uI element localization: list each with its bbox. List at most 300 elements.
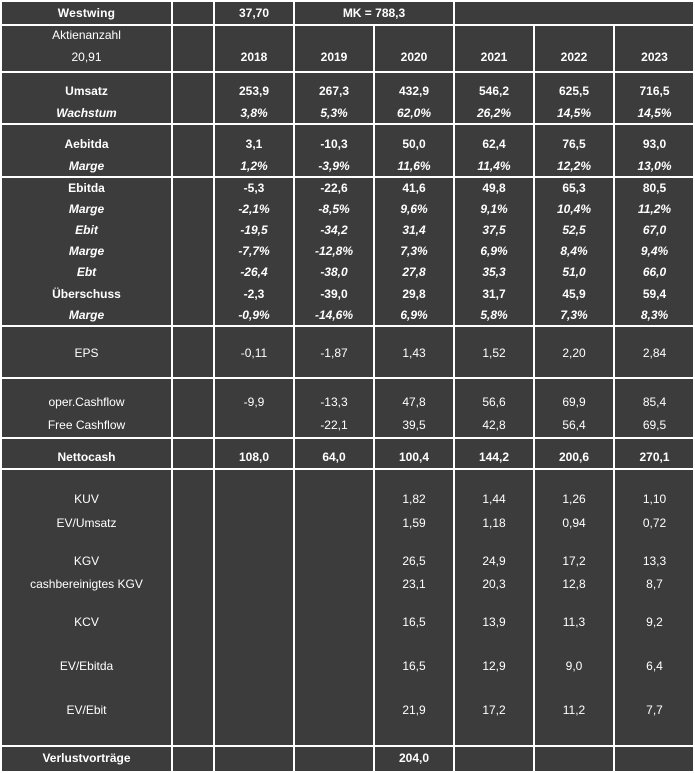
spacer-cell (534, 722, 614, 745)
nettocash-2020: 100,4 (374, 446, 454, 469)
marge-ebitda-2019: -8,5% (294, 199, 374, 219)
table-row (2, 261, 694, 283)
row-label-oper-cashflow: oper.Cashflow (2, 391, 172, 414)
blank-cell (172, 156, 214, 177)
year-header-2023: 2023 (614, 44, 694, 71)
years-row-pad-2023 (614, 25, 694, 44)
spacer-cell (214, 326, 294, 341)
spacer-cell (2, 678, 172, 699)
blank-cell (172, 241, 214, 261)
spacer-cell (172, 535, 214, 550)
spacer-cell (534, 326, 614, 341)
spacer-cell (294, 634, 374, 655)
spacer-cell (534, 366, 614, 379)
blank-cell (172, 488, 214, 511)
umsatz-2019: 267,3 (294, 80, 374, 103)
spacer-cell (454, 469, 534, 488)
wachstum-2020: 62,0% (374, 103, 454, 124)
blank-cell (172, 446, 214, 469)
wachstum-2019: 5,3% (294, 103, 374, 124)
ebit-2020: 31,4 (374, 219, 454, 241)
spacer-cell (374, 469, 454, 488)
cash-kgv-2020: 23,1 (374, 573, 454, 596)
spacer-cell (454, 634, 534, 655)
cash-kgv-2022: 12,8 (534, 573, 614, 596)
spacer-row (2, 326, 694, 341)
aebitda-2022: 76,5 (534, 133, 614, 156)
spacer-cell (614, 469, 694, 488)
spacer-cell (374, 596, 454, 611)
spacer-cell (534, 535, 614, 550)
free-cashflow-2022: 56,4 (534, 414, 614, 437)
spacer-row (2, 678, 694, 699)
spacer-cell (374, 438, 454, 446)
row-label-kuv: KUV (2, 488, 172, 511)
spacer-cell (454, 535, 534, 550)
spacer-cell (2, 438, 172, 446)
blank-cell (172, 655, 214, 678)
spacer-cell (374, 366, 454, 379)
spacer-cell (2, 596, 172, 611)
spacer-cell (172, 634, 214, 655)
spacer-cell (172, 366, 214, 379)
spacer-row (2, 596, 694, 611)
wachstum-2023: 14,5% (614, 103, 694, 124)
blank-cell (172, 177, 214, 199)
ebt-2023: 66,0 (614, 261, 694, 283)
spacer-cell (214, 678, 294, 699)
spacer-cell (172, 378, 214, 391)
ev-ebitda-2019 (294, 655, 374, 678)
marge-ebit-2022: 8,4% (534, 241, 614, 261)
row-label-ueberschuss: Überschuss (2, 284, 172, 306)
table-row (2, 549, 694, 572)
row-label-kgv: KGV (2, 549, 172, 572)
table-row (2, 80, 694, 103)
blank-cell (172, 391, 214, 414)
spacer-cell (534, 678, 614, 699)
years-row-pad-2019 (294, 25, 374, 44)
company-name: Westwing (2, 2, 172, 25)
spacer-cell (454, 326, 534, 341)
ueberschuss-2021: 31,7 (454, 284, 534, 306)
spacer-cell (294, 722, 374, 745)
spacer-cell (614, 438, 694, 446)
marge-ueberschuss-2020: 6,9% (374, 306, 454, 326)
spacer-cell (214, 634, 294, 655)
spacer-row (2, 366, 694, 379)
marge-ueberschuss-2018: -0,9% (214, 306, 294, 326)
ev-ebit-2019 (294, 699, 374, 722)
table-row (2, 611, 694, 634)
aebitda-2020: 50,0 (374, 133, 454, 156)
spacer-row (2, 634, 694, 655)
table-row (2, 446, 694, 469)
year-header-row (2, 44, 694, 71)
table-row (2, 103, 694, 124)
spacer-cell (614, 596, 694, 611)
spacer-cell (454, 366, 534, 379)
blank-cell (172, 199, 214, 219)
spacer-cell (454, 124, 534, 132)
kuv-2022: 1,26 (534, 488, 614, 511)
spacer-cell (374, 634, 454, 655)
spacer-cell (614, 124, 694, 132)
ev-ebit-2021: 17,2 (454, 699, 534, 722)
table-row (2, 219, 694, 241)
free-cashflow-2020: 39,5 (374, 414, 454, 437)
aebitda-2023: 93,0 (614, 133, 694, 156)
header-spacer-1 (454, 2, 534, 25)
spacer-cell (2, 124, 172, 132)
kuv-2020: 1,82 (374, 488, 454, 511)
row-label-marge-ueberschuss: Marge (2, 306, 172, 326)
kuv-2019 (294, 488, 374, 511)
spacer-cell (294, 366, 374, 379)
eps-2019: -1,87 (294, 341, 374, 366)
marge-ebitda-2023: 11,2% (614, 199, 694, 219)
ev-ebit-2023: 7,7 (614, 699, 694, 722)
ueberschuss-2018: -2,3 (214, 284, 294, 306)
spacer-row (2, 72, 694, 80)
header-spacer-2 (534, 2, 614, 25)
ev-ebit-2020: 21,9 (374, 699, 454, 722)
aebitda-2019: -10,3 (294, 133, 374, 156)
ebit-2019: -34,2 (294, 219, 374, 241)
spacer-row (2, 378, 694, 391)
spacer-cell (454, 438, 534, 446)
spacer-cell (172, 438, 214, 446)
spacer-cell (294, 378, 374, 391)
spacer-row (2, 438, 694, 446)
ev-umsatz-2022: 0,94 (534, 511, 614, 534)
umsatz-2020: 432,9 (374, 80, 454, 103)
table-row (2, 156, 694, 177)
blank-cell (172, 80, 214, 103)
row-label-eps: EPS (2, 341, 172, 366)
spacer-cell (172, 678, 214, 699)
year-header-2018: 2018 (214, 44, 294, 71)
umsatz-2021: 546,2 (454, 80, 534, 103)
spacer-cell (294, 678, 374, 699)
ueberschuss-2019: -39,0 (294, 284, 374, 306)
spacer-cell (172, 596, 214, 611)
kuv-2023: 1,10 (614, 488, 694, 511)
ev-ebitda-2021: 12,9 (454, 655, 534, 678)
spacer-cell (172, 124, 214, 132)
row-label-wachstum: Wachstum (2, 103, 172, 124)
spacer-cell (214, 596, 294, 611)
blank-cell (172, 219, 214, 241)
marge-aebitda-2022: 12,2% (534, 156, 614, 177)
row-label-marge-ebitda: Marge (2, 199, 172, 219)
kgv-2020: 26,5 (374, 549, 454, 572)
years-row-pad-2022 (534, 25, 614, 44)
spacer-row (2, 469, 694, 488)
eps-2022: 2,20 (534, 341, 614, 366)
spacer-cell (534, 72, 614, 80)
spacer-cell (454, 678, 534, 699)
verlustvortraege-2019 (294, 746, 374, 772)
ev-umsatz-2020: 1,59 (374, 511, 454, 534)
spacer-cell (374, 72, 454, 80)
table-row (2, 746, 694, 772)
spacer-cell (2, 469, 172, 488)
kcv-2019 (294, 611, 374, 634)
spacer-cell (614, 72, 694, 80)
free-cashflow-2019: -22,1 (294, 414, 374, 437)
years-row-pad-2021 (454, 25, 534, 44)
nettocash-2021: 144,2 (454, 446, 534, 469)
spacer-cell (534, 124, 614, 132)
kcv-2023: 9,2 (614, 611, 694, 634)
spacer-cell (534, 596, 614, 611)
table-row (2, 306, 694, 326)
ev-umsatz-2023: 0,72 (614, 511, 694, 534)
marge-ebit-2019: -12,8% (294, 241, 374, 261)
free-cashflow-2023: 69,5 (614, 414, 694, 437)
year-header-2020: 2020 (374, 44, 454, 71)
row-label-ebt: Ebt (2, 261, 172, 283)
kuv-2018 (214, 488, 294, 511)
spacer-cell (614, 366, 694, 379)
ebitda-2023: 80,5 (614, 177, 694, 199)
marge-ebit-2018: -7,7% (214, 241, 294, 261)
marge-aebitda-2023: 13,0% (614, 156, 694, 177)
blank-cell (172, 306, 214, 326)
spacer-cell (374, 678, 454, 699)
kgv-2021: 24,9 (454, 549, 534, 572)
marge-ebitda-2018: -2,1% (214, 199, 294, 219)
marge-ueberschuss-2022: 7,3% (534, 306, 614, 326)
cash-kgv-2018 (214, 573, 294, 596)
row-label-aebitda: Aebitda (2, 133, 172, 156)
ebitda-2019: -22,6 (294, 177, 374, 199)
ev-ebit-2022: 11,2 (534, 699, 614, 722)
ev-umsatz-2021: 1,18 (454, 511, 534, 534)
blank-cell (172, 699, 214, 722)
nettocash-2019: 64,0 (294, 446, 374, 469)
nettocash-2023: 270,1 (614, 446, 694, 469)
marge-ebitda-2021: 9,1% (454, 199, 534, 219)
row-label-ev-umsatz: EV/Umsatz (2, 511, 172, 534)
marge-aebitda-2021: 11,4% (454, 156, 534, 177)
header-row (2, 2, 694, 25)
oper-cashflow-2022: 69,9 (534, 391, 614, 414)
spacer-cell (2, 326, 172, 341)
eps-2018: -0,11 (214, 341, 294, 366)
blank-cell (172, 414, 214, 437)
spacer-cell (374, 378, 454, 391)
year-header-2019: 2019 (294, 44, 374, 71)
cash-kgv-2019 (294, 573, 374, 596)
nettocash-2018: 108,0 (214, 446, 294, 469)
years-row-pad-2020 (374, 25, 454, 44)
spacer-cell (374, 722, 454, 745)
blank-cell (172, 573, 214, 596)
kcv-2018 (214, 611, 294, 634)
cash-kgv-2023: 8,7 (614, 573, 694, 596)
spacer-cell (172, 326, 214, 341)
marge-ueberschuss-2023: 8,3% (614, 306, 694, 326)
umsatz-2018: 253,9 (214, 80, 294, 103)
free-cashflow-2021: 42,8 (454, 414, 534, 437)
kcv-2021: 13,9 (454, 611, 534, 634)
ebitda-2020: 41,6 (374, 177, 454, 199)
row-label-marge-ebit: Marge (2, 241, 172, 261)
cash-kgv-2021: 20,3 (454, 573, 534, 596)
spacer-cell (614, 535, 694, 550)
table-row (2, 488, 694, 511)
spacer-cell (2, 634, 172, 655)
shares-count: 20,91 (2, 44, 172, 71)
spacer-cell (2, 535, 172, 550)
spacer-cell (214, 469, 294, 488)
kgv-2019 (294, 549, 374, 572)
spacer-cell (454, 596, 534, 611)
header-spacer-3 (614, 2, 694, 25)
table-row (2, 284, 694, 306)
ev-ebitda-2023: 6,4 (614, 655, 694, 678)
spacer-cell (614, 634, 694, 655)
ebt-2021: 35,3 (454, 261, 534, 283)
spacer-cell (214, 535, 294, 550)
spacer-row (2, 722, 694, 745)
row-label-ev-ebit: EV/Ebit (2, 699, 172, 722)
financials-table (2, 2, 694, 771)
spacer-cell (374, 535, 454, 550)
spacer-cell (294, 596, 374, 611)
oper-cashflow-2018: -9,9 (214, 391, 294, 414)
kgv-2018 (214, 549, 294, 572)
ev-ebit-2018 (214, 699, 294, 722)
ueberschuss-2023: 59,4 (614, 284, 694, 306)
blank-cell (172, 261, 214, 283)
ev-ebitda-2020: 16,5 (374, 655, 454, 678)
ueberschuss-2022: 45,9 (534, 284, 614, 306)
spacer-cell (614, 722, 694, 745)
spacer-cell (534, 378, 614, 391)
spacer-cell (294, 469, 374, 488)
market-cap: MK = 788,3 (294, 2, 454, 25)
marge-ebit-2023: 9,4% (614, 241, 694, 261)
table-row (2, 199, 694, 219)
verlustvortraege-2021 (454, 746, 534, 772)
spacer-cell (214, 378, 294, 391)
spacer-cell (294, 535, 374, 550)
spacer-cell (534, 438, 614, 446)
marge-aebitda-2019: -3,9% (294, 156, 374, 177)
table-row (2, 177, 694, 199)
spacer-cell (534, 469, 614, 488)
ebitda-2021: 49,8 (454, 177, 534, 199)
ev-ebitda-2018 (214, 655, 294, 678)
eps-2023: 2,84 (614, 341, 694, 366)
table-row (2, 391, 694, 414)
free-cashflow-2018 (214, 414, 294, 437)
marge-ueberschuss-2019: -14,6% (294, 306, 374, 326)
row-label-ev-ebitda: EV/Ebitda (2, 655, 172, 678)
ebit-2022: 52,5 (534, 219, 614, 241)
spacer-cell (374, 124, 454, 132)
spacer-cell (2, 722, 172, 745)
spacer-cell (214, 124, 294, 132)
spacer-cell (172, 72, 214, 80)
spacer-cell (294, 72, 374, 80)
ebt-2019: -38,0 (294, 261, 374, 283)
ebt-2020: 27,8 (374, 261, 454, 283)
table-row (2, 414, 694, 437)
year-header-2022: 2022 (534, 44, 614, 71)
spacer-cell (214, 366, 294, 379)
spacer-cell (214, 722, 294, 745)
spacer-cell (294, 124, 374, 132)
marge-ebitda-2022: 10,4% (534, 199, 614, 219)
ebit-2018: -19,5 (214, 219, 294, 241)
blank-cell (172, 611, 214, 634)
blank-cell (172, 549, 214, 572)
share-price: 37,70 (214, 2, 294, 25)
wachstum-2022: 14,5% (534, 103, 614, 124)
verlustvortraege-2020: 204,0 (374, 746, 454, 772)
ev-umsatz-2019 (294, 511, 374, 534)
spacer-cell (294, 326, 374, 341)
year-header-2021: 2021 (454, 44, 534, 71)
nettocash-2022: 200,6 (534, 446, 614, 469)
spacer-cell (614, 326, 694, 341)
blank-cell (172, 746, 214, 772)
row-label-marge-aebitda: Marge (2, 156, 172, 177)
row-label-nettocash: Nettocash (2, 446, 172, 469)
spacer-cell (534, 634, 614, 655)
row-label-umsatz: Umsatz (2, 80, 172, 103)
kcv-2020: 16,5 (374, 611, 454, 634)
blank-col (172, 25, 214, 44)
wachstum-2018: 3,8% (214, 103, 294, 124)
eps-2021: 1,52 (454, 341, 534, 366)
verlustvortraege-2022 (534, 746, 614, 772)
aebitda-2021: 62,4 (454, 133, 534, 156)
eps-2020: 1,43 (374, 341, 454, 366)
marge-ebit-2021: 6,9% (454, 241, 534, 261)
spacer-cell (2, 366, 172, 379)
header-blank-cell (172, 2, 214, 25)
spacer-cell (2, 72, 172, 80)
ev-ebitda-2022: 9,0 (534, 655, 614, 678)
table-row (2, 511, 694, 534)
spacer-cell (172, 722, 214, 745)
marge-aebitda-2020: 11,6% (374, 156, 454, 177)
marge-aebitda-2018: 1,2% (214, 156, 294, 177)
umsatz-2022: 625,5 (534, 80, 614, 103)
spacer-cell (172, 469, 214, 488)
spacer-cell (454, 378, 534, 391)
wachstum-2021: 26,2% (454, 103, 534, 124)
verlustvortraege-2023 (614, 746, 694, 772)
spacer-row (2, 124, 694, 132)
shares-label-row (2, 25, 694, 44)
spacer-cell (2, 378, 172, 391)
spacer-cell (614, 378, 694, 391)
years-row-pad-2018 (214, 25, 294, 44)
oper-cashflow-2019: -13,3 (294, 391, 374, 414)
kcv-2022: 11,3 (534, 611, 614, 634)
table-row (2, 699, 694, 722)
marge-ueberschuss-2021: 5,8% (454, 306, 534, 326)
ebt-2018: -26,4 (214, 261, 294, 283)
spacer-cell (454, 72, 534, 80)
ebit-2023: 67,0 (614, 219, 694, 241)
